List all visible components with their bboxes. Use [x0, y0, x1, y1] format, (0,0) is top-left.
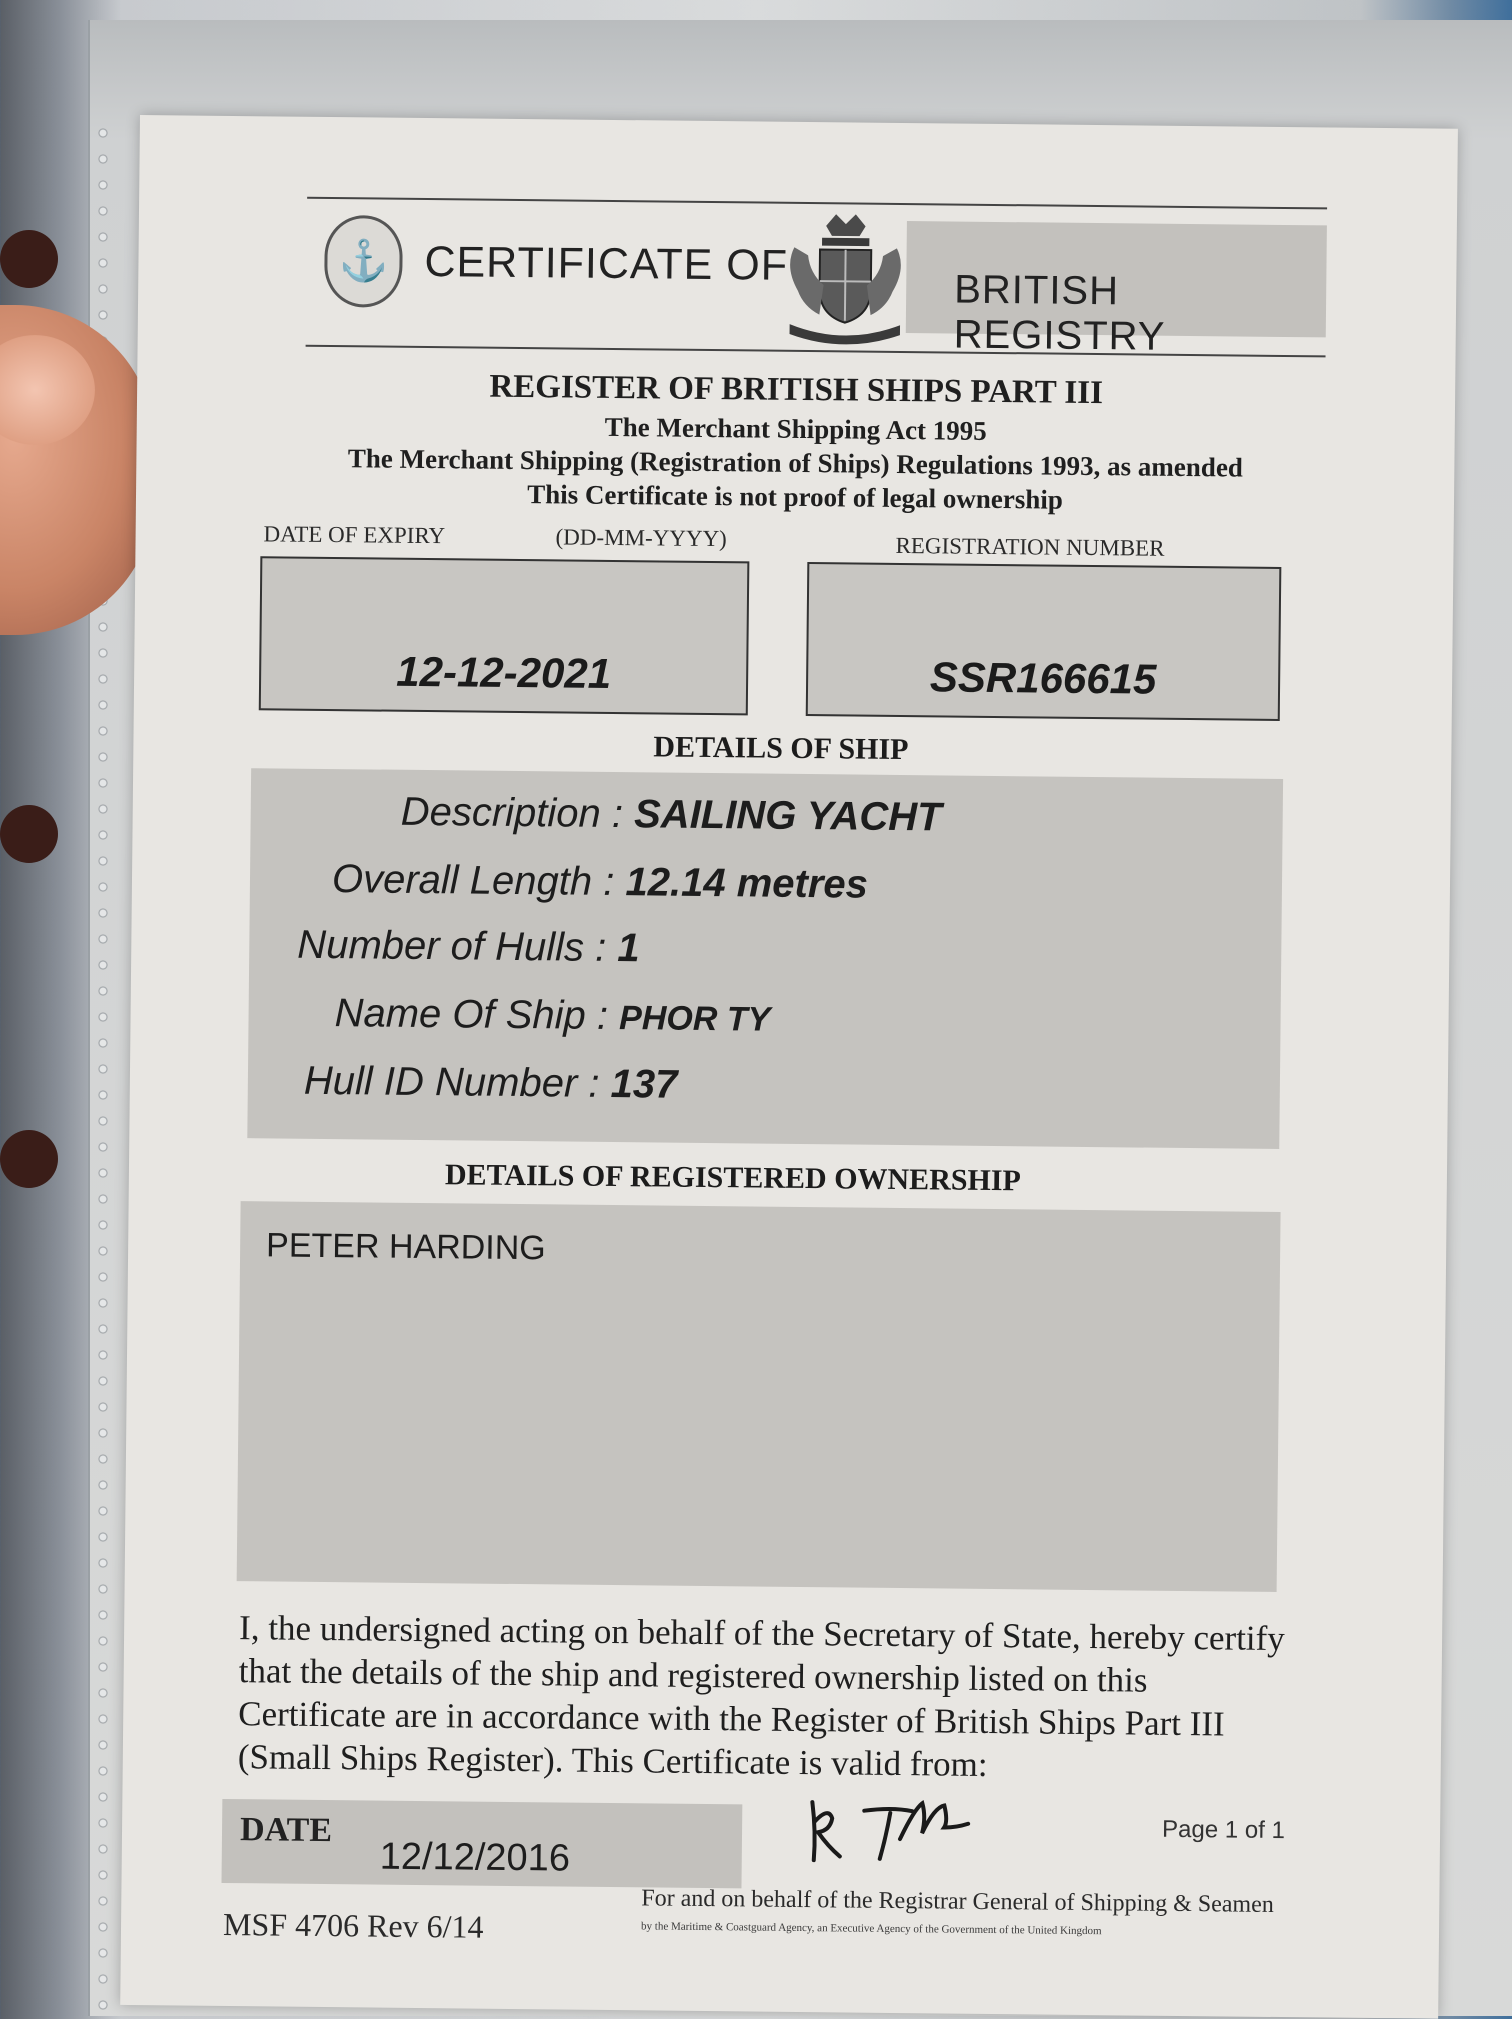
description-row: Description : SAILING YACHT	[400, 789, 942, 840]
page-indicator: Page 1 of 1	[1161, 1815, 1286, 1845]
description-value: SAILING YACHT	[633, 792, 942, 840]
regulations-line: The Merchant Shipping (Registration of Ships) Regulations 1993, as amended	[347, 443, 1244, 483]
expiry-label: DATE OF EXPIRY	[263, 521, 446, 549]
ship-name-value: PHOR TY	[618, 999, 771, 1039]
hull-id-row: Hull ID Number : 137	[303, 1058, 678, 1107]
date-label: DATE	[239, 1811, 333, 1850]
ownership-disclaimer: This Certificate is not proof of legal ownership	[527, 479, 1064, 515]
date-value: 12/12/2016	[379, 1835, 571, 1880]
overall-length-row: Overall Length : 12.14 metres	[331, 857, 869, 907]
binder-ring	[0, 805, 58, 863]
certificate-page	[120, 115, 1458, 2019]
registration-box	[806, 562, 1282, 721]
header-title-left: CERTIFICATE OF	[424, 237, 789, 290]
act-line: The Merchant Shipping Act 1995	[604, 411, 987, 446]
hull-id-value: 137	[610, 1061, 678, 1107]
hull-count-value: 1	[617, 926, 640, 971]
form-number: MSF 4706 Rev 6/14	[222, 1905, 484, 1945]
registrar-line: For and on behalf of the Registrar General of Shipping & Seamen	[641, 1885, 1274, 1918]
certification-statement: I, the undersigned acting on behalf of the Secretary of State, hereby certify that the details of the ship and registered ownership listed on this Certificate are in accordance with the Register of British Ships Part III (Small Ships Register). This Certificate is valid from:	[237, 1608, 1286, 1784]
binder-ring	[0, 1130, 58, 1188]
anchor-icon: ⚓	[324, 215, 403, 308]
ownership-title: DETAILS OF REGISTERED OWNERSHIP	[444, 1158, 1022, 1198]
royal-crest-icon	[776, 208, 915, 347]
registration-value: SSR166615	[929, 653, 1157, 703]
ship-details-title: DETAILS OF SHIP	[653, 730, 909, 767]
expiry-format: (DD-MM-YYYY)	[555, 524, 727, 552]
hull-count-row: Number of Hulls : 1	[297, 922, 640, 971]
binder-ring	[0, 230, 58, 288]
overall-length-value: 12.14 metres	[625, 860, 869, 907]
registrar-signature	[802, 1782, 1003, 1874]
owner-name: PETER HARDING	[265, 1226, 546, 1268]
register-title: REGISTER OF BRITISH SHIPS PART III	[489, 368, 1104, 412]
expiry-box	[259, 556, 750, 715]
agency-line: by the Maritime & Coastguard Agency, an Executive Agency of the Government of the United Kingdom	[640, 1920, 1102, 1938]
certificate-header	[306, 197, 1328, 358]
expiry-value: 12-12-2021	[396, 647, 612, 697]
registration-label: REGISTRATION NUMBER	[895, 532, 1165, 561]
ship-name-row: Name Of Ship : PHOR TY	[334, 991, 771, 1039]
header-title-right: BRITISH REGISTRY	[953, 267, 1166, 359]
